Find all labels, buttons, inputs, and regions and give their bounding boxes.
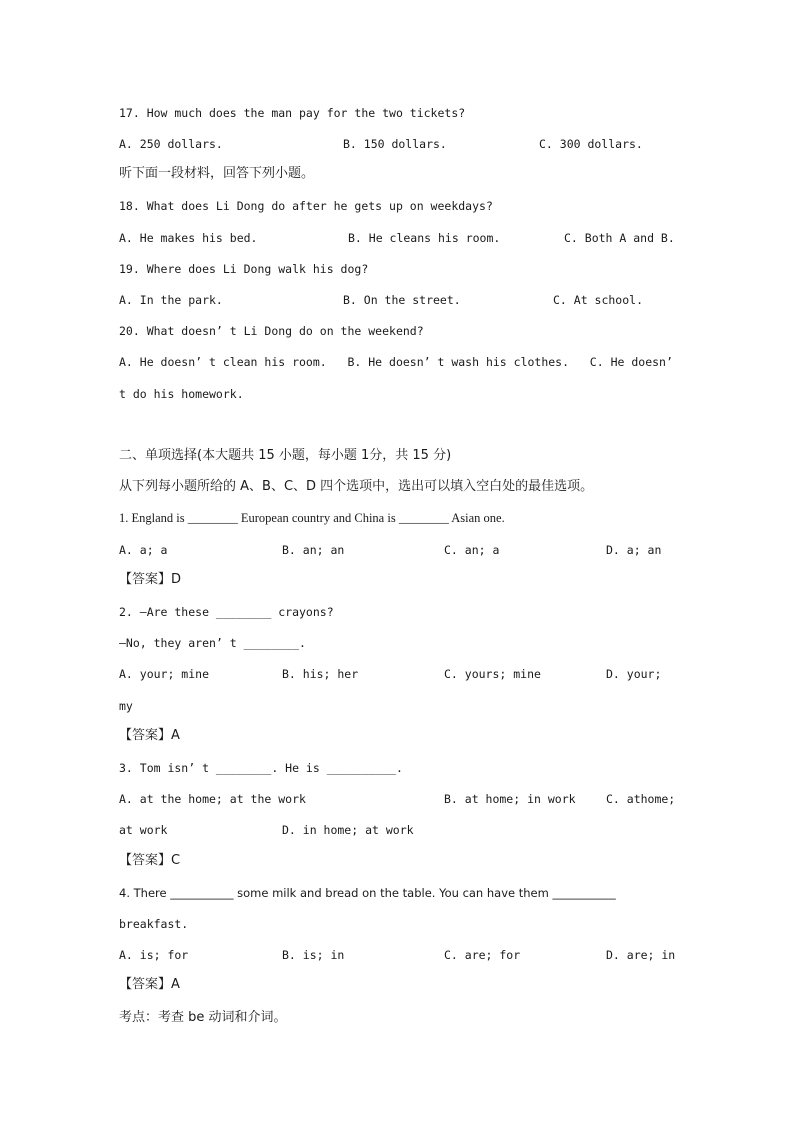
question-4: 4. There ___________ some milk and bread on the table. You can have them ___________ [119, 886, 616, 900]
q2-option-b: B. his; her [282, 667, 359, 681]
q3-option-c: C. athome; [606, 792, 676, 806]
q3-option-b: B. at home; in work [444, 792, 576, 806]
q1-option-c: C. an; a [444, 543, 500, 557]
q3-option-c-wrap: at work [119, 823, 168, 837]
q1-option-a: A. a; a [119, 543, 168, 557]
question-2-reply: —No, they aren’ t ________. [119, 636, 306, 650]
q4-note: 考点：考查 be 动词和介词。 [119, 1010, 287, 1025]
q19-option-b: B. On the street. [343, 293, 461, 307]
q3-option-a: A. at the home; at the work [119, 792, 306, 806]
q4-option-d: D. are; in [606, 948, 676, 962]
q4-option-b: B. is; in [282, 948, 345, 962]
q18-option-c: C. Both A and B. [564, 231, 675, 245]
q2-option-d-wrap: my [119, 699, 133, 713]
question-3: 3. Tom isn’ t ________. He is __________. [119, 761, 403, 775]
q4-option-a: A. is; for [119, 948, 189, 962]
q2-answer: 【答案】A [119, 728, 180, 743]
q3-option-d: D. in home; at work [282, 823, 414, 837]
q18-option-a: A. He makes his bed. [119, 231, 258, 245]
q2-option-a: A. your; mine [119, 667, 210, 681]
question-4-wrap: breakfast. [119, 917, 189, 931]
q1-option-b: B. an; an [282, 543, 345, 557]
q1-option-d: D. a; an [606, 543, 662, 557]
q17-option-a: A. 250 dollars. [119, 137, 223, 151]
q17-option-c: C. 300 dollars. [539, 137, 643, 151]
question-18: 18. What does Li Dong do after he gets up on weekdays? [119, 199, 493, 213]
section-instruction: 从下列每小题所给的 A、B、C、D 四个选项中，选出可以填入空白处的最佳选项。 [119, 479, 594, 494]
q17-option-b: B. 150 dollars. [343, 137, 447, 151]
question-1: 1. England is ________ European country and China is ________ Asian one. [119, 511, 505, 525]
question-20: 20. What doesn’ t Li Dong do on the weekend? [119, 324, 424, 338]
q3-answer: 【答案】C [119, 853, 181, 868]
section-heading: 二、单项选择(本大题共 15 小题，每小题 1分，共 15 分) [119, 448, 452, 463]
question-19: 19. Where does Li Dong walk his dog? [119, 262, 369, 276]
question-2: 2. —Are these ________ crayons? [119, 605, 334, 619]
q18-option-b: B. He cleans his room. [348, 231, 501, 245]
q4-option-c: C. are; for [444, 948, 521, 962]
question-17: 17. How much does the man pay for the two tickets? [119, 106, 466, 120]
q2-option-d: D. your; [606, 667, 662, 681]
q20-options-wrap: t do his homework. [119, 387, 244, 401]
q19-option-c: C. At school. [553, 293, 644, 307]
q4-answer: 【答案】A [119, 977, 180, 992]
listening-instruction: 听下面一段材料，回答下列小题。 [119, 166, 315, 181]
q19-option-a: A. In the park. [119, 293, 223, 307]
q20-options-line: A. He doesn’ t clean his room. B. He doesn’ t wash his clothes. C. He doesn’ [119, 355, 673, 369]
q1-answer: 【答案】D [119, 572, 182, 587]
q2-option-c: C. yours; mine [444, 667, 541, 681]
